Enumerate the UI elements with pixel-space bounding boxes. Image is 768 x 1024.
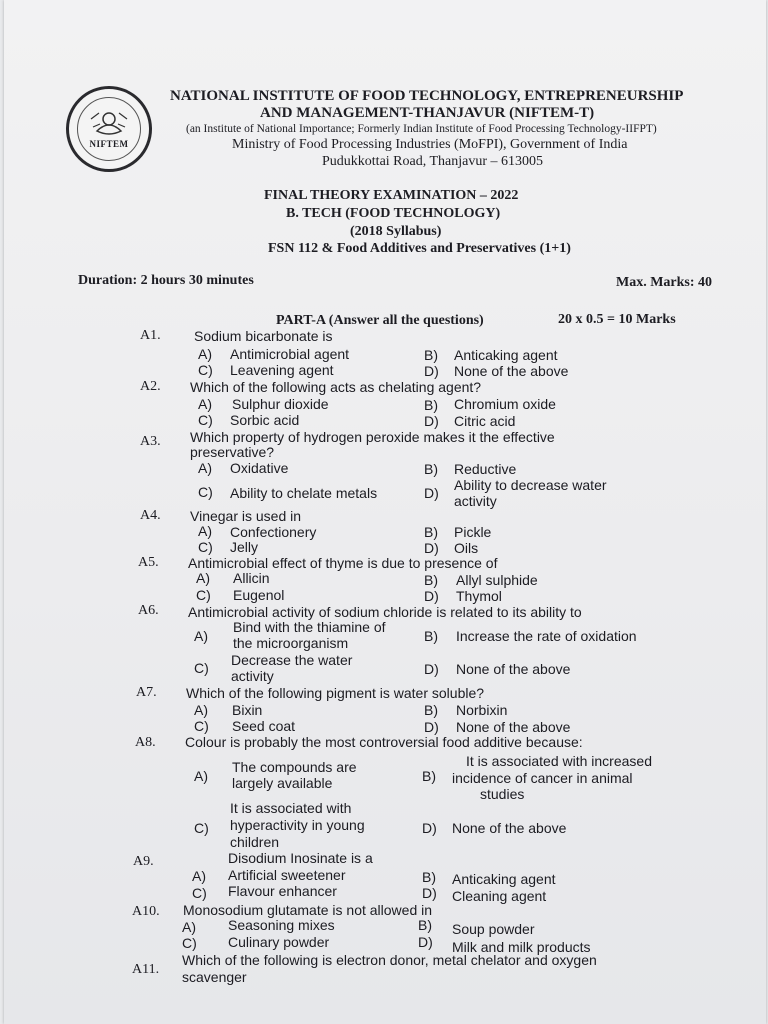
option-text: Chromium oxide xyxy=(454,396,556,412)
question-text: scavenger xyxy=(182,969,247,985)
option-text: Reductive xyxy=(454,461,517,477)
question-text: Vinegar is used in xyxy=(190,508,302,524)
option-letter: A) xyxy=(194,702,208,718)
exam-title: FINAL THEORY EXAMINATION – 2022 xyxy=(264,188,519,203)
address-line: Pudukkottai Road, Thanjavur – 613005 xyxy=(322,154,543,169)
option-text: Increase the rate of oxidation xyxy=(456,628,637,644)
option-text: Oils xyxy=(454,540,479,556)
option-text: Antimicrobial agent xyxy=(230,346,350,362)
institute-subtitle: (an Institute of National Importance; Formerly Indian Institute of Food Processing Technology-IIFPT) xyxy=(186,123,657,135)
option-text: Allyl sulphide xyxy=(456,572,538,588)
option-text: None of the above xyxy=(456,661,571,677)
option-letter: A) xyxy=(198,396,212,412)
option-text: Milk and milk products xyxy=(452,939,591,955)
question-text: Which property of hydrogen peroxide makes it the effective xyxy=(190,429,555,445)
option-letter: D) xyxy=(422,885,437,901)
option-text: Sorbic acid xyxy=(230,412,300,428)
option-text: Culinary powder xyxy=(228,934,330,950)
institute-name-line2: AND MANAGEMENT-THANJAVUR (NIFTEM-T) xyxy=(260,105,595,121)
option-letter: D) xyxy=(418,934,433,950)
option-letter: A) xyxy=(194,628,208,644)
option-letter: A) xyxy=(182,919,196,935)
question-number: A5. xyxy=(138,555,159,570)
option-text: studies xyxy=(480,786,525,802)
option-letter: A) xyxy=(198,346,212,362)
option-text: Ability to decrease water xyxy=(454,477,607,493)
option-text: Norbixin xyxy=(456,702,508,718)
logo-text: NIFTEM xyxy=(89,139,129,149)
option-letter: C) xyxy=(198,362,213,378)
question-text: Sodium bicarbonate is xyxy=(194,328,333,344)
option-letter: B) xyxy=(418,917,432,933)
option-text: It is associated with increased xyxy=(466,753,652,769)
question-number: A10. xyxy=(132,904,160,919)
question-number: A4. xyxy=(140,508,161,523)
option-text: largely available xyxy=(232,775,333,791)
option-text: Bixin xyxy=(232,702,263,718)
question-number: A7. xyxy=(136,685,157,700)
option-text: Flavour enhancer xyxy=(228,883,337,899)
option-text: Eugenol xyxy=(233,587,285,603)
niftem-logo xyxy=(66,86,152,172)
institute-name-line1: NATIONAL INSTITUTE OF FOOD TECHNOLOGY, ENTREPRENEURSHIP xyxy=(170,88,684,104)
question-number: A3. xyxy=(140,434,161,449)
question-text: Monosodium glutamate is not allowed in xyxy=(183,902,433,918)
option-text: Soup powder xyxy=(452,921,535,937)
option-text: Sulphur dioxide xyxy=(232,396,329,412)
option-text: Decrease the water xyxy=(231,652,353,668)
course-title: FSN 112 & Food Additives and Preservatives (1+1) xyxy=(268,241,571,256)
option-text: None of the above xyxy=(456,719,571,735)
option-text: The compounds are xyxy=(232,759,357,775)
question-number: A8. xyxy=(135,735,156,750)
option-letter: A) xyxy=(196,570,210,586)
option-letter: B) xyxy=(424,628,438,644)
option-letter: C) xyxy=(198,484,213,500)
syllabus-year: (2018 Syllabus) xyxy=(350,224,442,239)
option-text: Bind with the thiamine of xyxy=(233,619,386,635)
option-text: It is associated with xyxy=(230,800,352,816)
option-letter: D) xyxy=(424,363,439,379)
question-text: preservative? xyxy=(190,444,275,460)
option-text: Ability to chelate metals xyxy=(230,485,378,501)
option-text: Oxidative xyxy=(230,460,289,476)
option-letter: A) xyxy=(194,768,208,784)
option-text: Anticaking agent xyxy=(454,347,558,363)
option-text: None of the above xyxy=(454,363,569,379)
option-text: activity xyxy=(454,493,497,509)
option-letter: B) xyxy=(424,461,438,477)
option-letter: C) xyxy=(194,660,209,676)
option-text: the microorganism xyxy=(233,635,349,651)
duration: Duration: 2 hours 30 minutes xyxy=(78,273,254,288)
option-letter: A) xyxy=(198,460,212,476)
option-letter: B) xyxy=(424,347,438,363)
question-text: Which of the following pigment is water soluble? xyxy=(186,685,485,701)
option-letter: B) xyxy=(424,524,438,540)
question-number: A2. xyxy=(140,379,161,394)
option-text: None of the above xyxy=(452,820,567,836)
option-text: Citric acid xyxy=(454,413,516,429)
question-text: Disodium Inosinate is a xyxy=(228,850,373,866)
option-letter: C) xyxy=(194,820,209,836)
option-letter: D) xyxy=(424,413,439,429)
option-text: Cleaning agent xyxy=(452,888,547,904)
option-letter: C) xyxy=(194,718,209,734)
option-text: Jelly xyxy=(230,539,259,555)
option-letter: C) xyxy=(196,587,211,603)
option-text: Allicin xyxy=(233,570,270,586)
option-letter: D) xyxy=(424,540,439,556)
option-letter: C) xyxy=(182,935,197,951)
option-letter: C) xyxy=(198,412,213,428)
question-text: Antimicrobial activity of sodium chloride is related to its ability to xyxy=(188,604,582,620)
question-number: A6. xyxy=(138,603,159,618)
option-text: Artificial sweetener xyxy=(228,867,346,883)
option-text: hyperactivity in young xyxy=(230,817,365,833)
option-letter: B) xyxy=(424,397,438,413)
max-marks: Max. Marks: 40 xyxy=(616,275,713,290)
question-text: Which of the following is electron donor, metal chelator and oxygen xyxy=(182,952,597,968)
option-text: Thymol xyxy=(456,588,502,604)
program-name: B. TECH (FOOD TECHNOLOGY) xyxy=(286,206,501,221)
option-letter: D) xyxy=(424,588,439,604)
option-letter: C) xyxy=(192,885,207,901)
question-text: Colour is probably the most controversial food additive because: xyxy=(185,734,583,750)
option-text: Seasoning mixes xyxy=(228,917,335,933)
logo-emblem-icon xyxy=(69,89,149,169)
exam-paper xyxy=(4,0,766,1024)
option-letter: B) xyxy=(422,768,436,784)
option-letter: A) xyxy=(192,868,206,884)
option-letter: D) xyxy=(422,820,437,836)
option-text: Leavening agent xyxy=(230,362,334,378)
ministry-line: Ministry of Food Processing Industries (MoFPI), Government of India xyxy=(232,137,628,152)
option-text: Seed coat xyxy=(232,718,296,734)
option-letter: A) xyxy=(198,523,212,539)
option-text: Pickle xyxy=(454,524,492,540)
option-letter: D) xyxy=(424,719,439,735)
option-letter: C) xyxy=(198,539,213,555)
part-marks: 20 x 0.5 = 10 Marks xyxy=(558,312,676,327)
question-number: A1. xyxy=(140,328,161,343)
option-letter: D) xyxy=(424,485,439,501)
option-letter: B) xyxy=(422,869,436,885)
option-text: Anticaking agent xyxy=(452,871,556,887)
option-letter: D) xyxy=(424,661,439,677)
option-letter: B) xyxy=(424,702,438,718)
option-text: children xyxy=(230,834,280,850)
part-title: PART-A (Answer all the questions) xyxy=(276,313,484,328)
option-text: incidence of cancer in animal xyxy=(452,770,633,786)
option-letter: B) xyxy=(424,572,438,588)
question-text: Which of the following acts as chelating agent? xyxy=(190,379,482,395)
option-text: activity xyxy=(231,668,274,684)
question-number: A11. xyxy=(132,962,160,977)
option-text: Confectionery xyxy=(230,524,317,540)
question-text: Antimicrobial effect of thyme is due to presence of xyxy=(188,555,498,571)
question-number: A9. xyxy=(133,854,154,869)
